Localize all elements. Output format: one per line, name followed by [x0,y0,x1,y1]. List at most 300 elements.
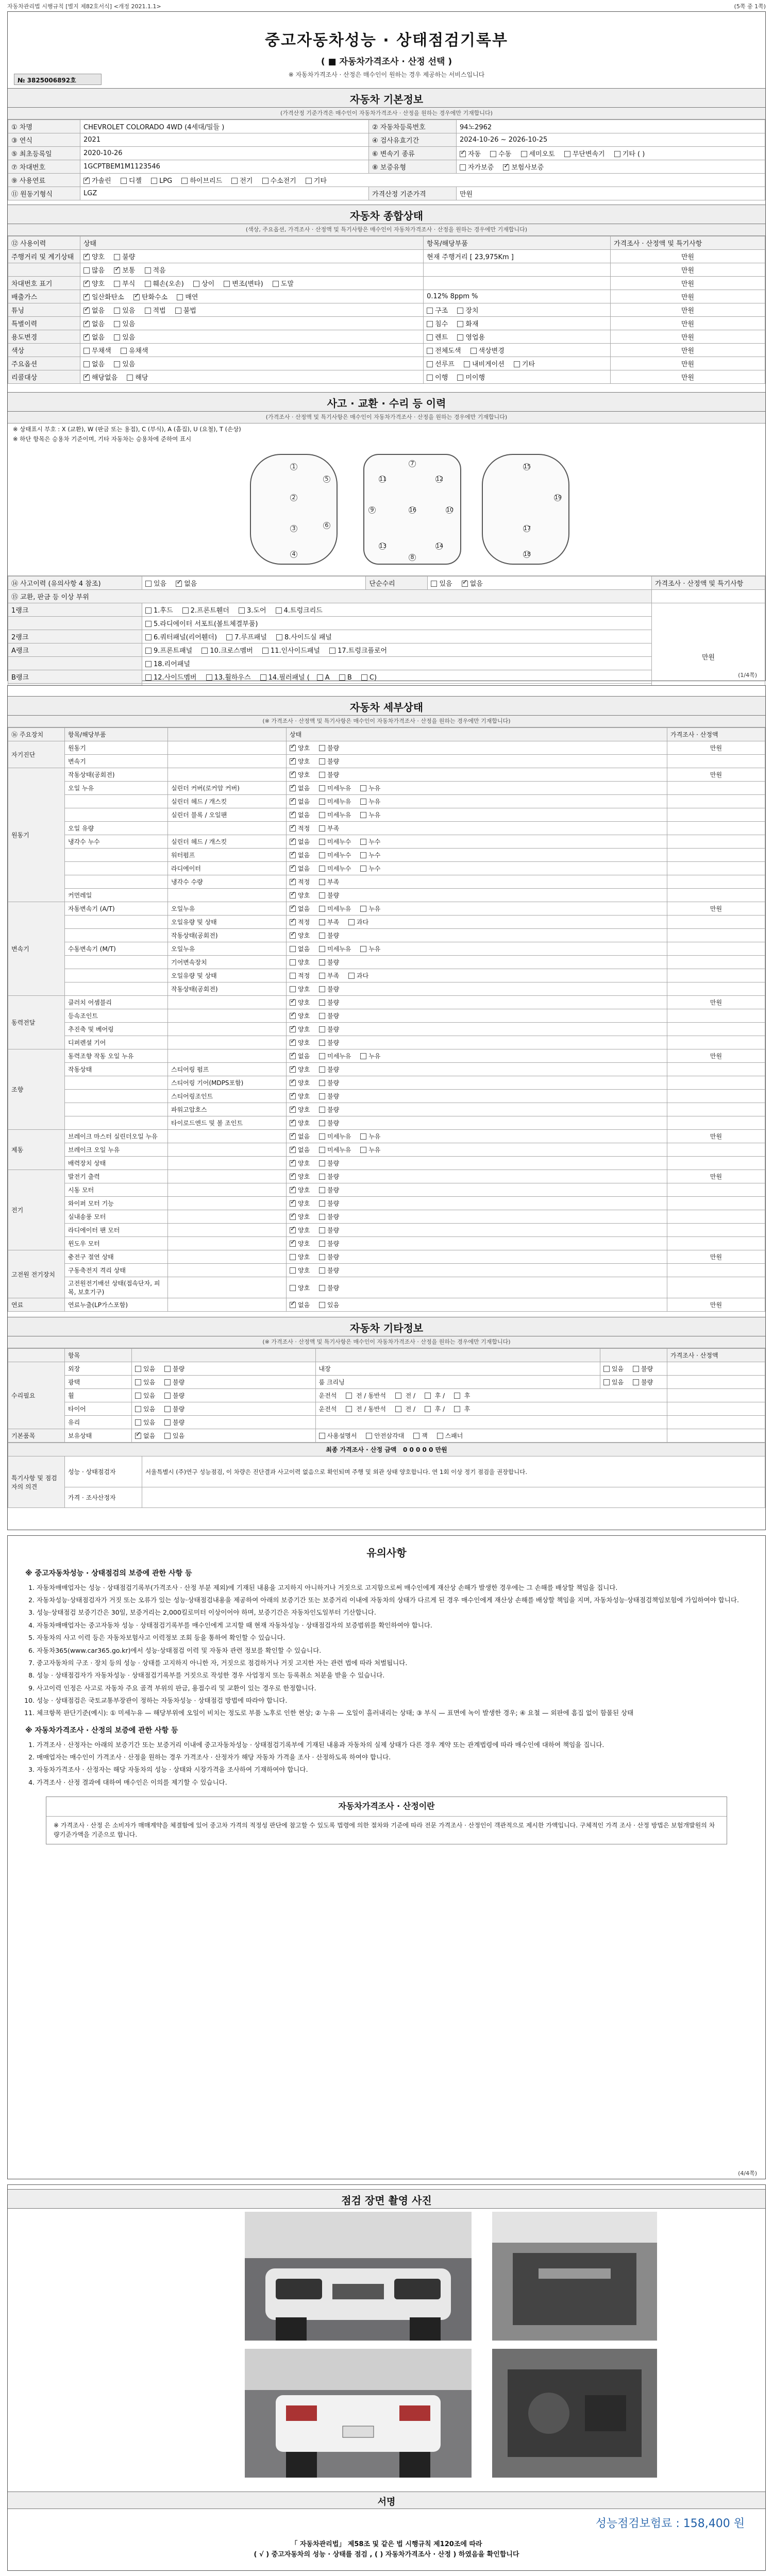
checkbox [260,674,266,681]
checkbox [319,919,325,925]
other-group: 수리필요 [8,1362,65,1429]
detail-subpart [168,1210,287,1224]
detail-group: 원동기 [8,768,65,902]
check-option: 미세누수 [319,865,353,872]
table-row [8,1429,765,1443]
diagram-part-number: 11 [379,476,386,482]
accident-price-blank [652,590,765,603]
check-option: 있음 [135,1392,157,1399]
check-option: 선루프 [427,361,457,368]
checkbox [290,745,296,751]
detail-part: 작동상태 [65,1063,168,1076]
check-option: 누수 [360,865,380,872]
final-price-label: 최종 가격조사 · 산정 금액 [326,1446,397,1453]
check-option: 양호 [290,959,312,966]
car-outline-front [250,454,338,565]
checkbox [395,1406,401,1412]
other-item-b [315,1416,667,1429]
page-3-footer: (4/4쪽) [738,2170,757,2177]
diagram-part-number: 16 [409,506,416,513]
detail-state [287,1076,667,1090]
table-row [8,147,765,160]
check-option: ✓ 없음 [83,307,107,315]
detail-state [287,768,667,782]
detail-price [667,1157,765,1170]
check-option: 불량 [164,1365,184,1372]
inspection-photo-rear [245,2349,472,2478]
detail-subpart [168,822,287,835]
checkbox [290,1302,296,1308]
checkbox [319,1147,325,1153]
diagram-part-number: 6 [323,522,330,529]
check-option: 1.후드 [145,607,175,615]
table-row [8,277,765,290]
detail-part [65,1076,168,1090]
detail-part [65,916,168,929]
diagram-part-number: 7 [409,460,416,467]
check-option: 불량 [319,1160,339,1167]
detail-subpart: 실린더 블록 / 오일팬 [168,808,287,822]
basic-value: LGZ [80,187,369,200]
table-row [8,956,765,969]
detail-part [65,795,168,808]
detail-part [65,808,168,822]
checkbox [290,852,296,858]
column-header: 가격조사 · 산정액 [667,728,765,741]
checkbox [360,866,366,872]
check-option: 12.사이드멤버 [145,674,199,682]
check-option: LPG [151,177,174,185]
table-row [8,657,765,670]
detail-price [667,1264,765,1277]
table-row [8,317,765,330]
checkbox [319,999,325,1006]
detail-state [287,1298,667,1312]
table-row [8,875,765,889]
other-note: (※ 가격조사 · 산정액 및 특기사항은 매수인이 자동차가격조사 · 산정을 원하는 경우에만 기재합니다) [8,1336,765,1348]
detail-price: 만원 [667,1170,765,1183]
check-option: 하이브리드 [181,177,224,185]
detail-subpart: 작동상태(공회전) [168,982,287,996]
detail-part: 발전기 출력 [65,1170,168,1183]
checkbox [603,1379,610,1385]
check-option: 전 / 동반석 [346,1405,388,1413]
check-option: ✓ 양호 [290,1079,312,1087]
detail-part [65,1090,168,1103]
rank-parts [142,603,652,617]
detail-state [287,982,667,996]
table-row [8,808,765,822]
accident-history-label: ⑭ 사고이력 (유의사항 4 참조) [8,577,142,590]
check-option: 구조 [427,307,450,315]
detail-part: 냉각수 누수 [65,835,168,849]
table-row [8,643,765,657]
other-item: 휠 [65,1389,132,1402]
checkbox [290,839,296,845]
checkbox [360,812,366,818]
checkbox [348,973,355,979]
notice-item: 8. 성능 · 상태점검자가 자동차성능 · 상태점검기록부를 거짓으로 작성한 경우 사업정지 또는 등록취소 처분을 받을 수 있습니다. [37,1670,748,1680]
diagram-part-number: 12 [436,476,443,482]
checkbox [290,959,296,965]
check-option: ✓ 해당없음 [83,374,120,382]
detail-price: 만원 [667,902,765,916]
check-option: 부식 [114,280,137,288]
detail-state [287,1009,667,1023]
checkbox [427,361,433,367]
checkbox [514,361,520,367]
check-option: 상이 [193,280,216,288]
checkbox [339,674,345,681]
check-option: 변조(변타) [224,280,265,288]
table-row [8,1250,765,1264]
detail-state [287,741,667,755]
table-row [8,120,765,133]
accident-note: (가격조사 · 산정액 및 특기사항은 매수인이 자동차가격조사 · 산정을 원하는 경우에만 기재합니다) [8,412,765,423]
table-row [8,929,765,942]
other-group: 기본품목 [8,1429,65,1443]
checkbox [135,1366,141,1372]
table-row [8,1210,765,1224]
detail-subpart [168,1143,287,1157]
checkbox [470,348,477,354]
checkbox [564,151,570,157]
diagram-part-number: 8 [409,554,416,561]
detail-part: 원동기 [65,741,168,755]
detail-state [287,822,667,835]
check-option: ✓ 양호 [83,280,107,288]
detail-price [667,1197,765,1210]
table-row [8,630,765,643]
checkbox [127,375,133,381]
check-option: 후 [454,1392,470,1399]
check-option: ✓ 양호 [290,1173,312,1180]
car-outline-rear [482,454,569,565]
check-option: 전기 [231,177,255,185]
check-option: ✓ 없음 [290,1301,312,1309]
check-option: 영업용 [457,334,485,342]
column-header: 가격조사 · 산정액 및 특기사항 [611,236,765,250]
checkbox [360,785,366,791]
checkbox [83,267,90,274]
detail-state [287,875,667,889]
detail-state [287,1036,667,1049]
check-option: 6.쿼터패널(리어휀더) [145,634,219,641]
column-header [132,1349,316,1362]
overall-price: 만원 [611,303,765,317]
check-option: 불량 [319,1066,339,1073]
rank-label: B랭크 [8,670,142,684]
basic-info-title: 자동차 기본정보 [8,88,765,108]
checkbox [319,1433,325,1439]
checkbox [319,892,325,899]
opinion-price-label: 가격 · 조사산정자 [65,1487,142,1508]
detail-group: 연료 [8,1298,65,1312]
table-row [8,1362,765,1376]
checkbox [348,919,355,925]
detail-group: 조향 [8,1049,65,1130]
overall-detail [424,277,611,290]
table-row [8,1170,765,1183]
other-title: 자동차 기타정보 [8,1317,765,1336]
checkbox [319,866,325,872]
diagram-part-number: 13 [379,543,386,549]
check-option: 2.프론트휀더 [182,607,231,615]
other-price [667,1429,765,1443]
overall-item: 주행거리 및 계기상태 [8,250,80,263]
diagram-part-number: 19 [554,494,562,501]
detail-note: (※ 가격조사 · 산정액 및 특기사항은 매수인이 자동차가격조사 · 산정을 원하는 경우에만 기재합니다) [8,716,765,727]
overall-detail [424,303,611,317]
check-option: 미세누유 [319,905,353,912]
detail-part: 연료누출(LP가스포함) [65,1298,168,1312]
detail-state [287,1116,667,1130]
checkbox [135,1393,141,1399]
overall-state [80,330,424,344]
detail-part: 추진축 및 베어링 [65,1023,168,1036]
overall-state [80,277,424,290]
table-row [8,1389,765,1402]
check-option: ✓ 양호 [83,253,107,261]
checkbox [193,281,199,287]
checkbox [290,1254,296,1260]
detail-state [287,1237,667,1250]
check-option: 훼손(오손) [145,280,187,288]
check-option: 불량 [319,1267,339,1274]
basic-value: 1GCPTBEM1M1123546 [80,160,369,174]
detail-part: 브레이크 마스터 실린더오일 누유 [65,1130,168,1143]
detail-state [287,1183,667,1197]
table-row [8,1049,765,1063]
detail-part [65,1116,168,1130]
table-row [8,303,765,317]
inspection-photo-engine [492,2349,657,2478]
accident-legend: ※ 상태표시 부호 : X (교환), W (판금 또는 용접), C (부식), A (흠집), U (요철), T (손상) [13,426,241,433]
page-counter: (5쪽 중 1쪽) [734,3,766,10]
check-option: B [339,674,354,682]
detail-part: 라디에이터 팬 모터 [65,1224,168,1237]
checkbox [290,946,296,952]
table-row [8,577,765,590]
check-option: ✓ 없음 [83,320,107,328]
check-option: 유채색 [121,347,148,355]
check-option: 불량 [319,959,339,966]
check-option: 적법 [145,307,168,315]
checkbox [319,1241,325,1247]
check-option: 부족 [319,825,339,832]
check-option: ✓ 없음 [135,1432,157,1439]
checkbox [427,321,433,327]
check-option: A [317,674,332,682]
overall-detail: 0.12% 8ppm % [424,290,611,303]
checkbox [319,1013,325,1019]
detail-part: 고전원전기배선 상태(접속단자, 피복, 보호기구) [65,1277,168,1298]
checkbox [329,648,335,654]
other-item: 타이어 [65,1402,132,1416]
reference-number: № 3825006892호 [14,74,102,85]
check-option: 불량 [319,1106,339,1113]
parts-header: ⑮ 교환, 판금 등 이상 부위 [8,590,652,603]
basic-value: 94노2962 [457,120,765,133]
check-option: 있음 [145,580,169,588]
check-option: 불량 [319,1079,339,1087]
check-option: 전 / 동반석 [346,1392,388,1399]
detail-state [287,849,667,862]
column-header: 항목/해당부품 [424,236,611,250]
price-assessment-box-title: 자동차가격조사 · 산정이란 [46,1797,727,1817]
basic-value: 만원 [457,187,765,200]
vehicle-diagram [8,445,765,576]
checkbox [114,267,120,274]
checkbox [145,674,152,681]
check-option: 불량 [319,1026,339,1033]
basic-value: 2020-10-26 [80,147,369,160]
document-subtitle: ( ■ 자동차가격조사 · 산정 선택 ) [321,57,452,67]
checkbox [319,1053,325,1059]
table-row [8,1376,765,1389]
table-row [8,160,765,174]
table-row [8,835,765,849]
overall-detail [424,357,611,370]
checkbox [262,178,268,184]
overall-item: 주요옵션 [8,357,80,370]
checkbox [319,946,325,952]
check-option: 불량 [319,1284,339,1292]
other-item: 광택 [65,1376,132,1389]
check-option: ✓ 없음 [290,865,312,872]
overall-state [80,290,424,303]
check-option: 불량 [319,986,339,993]
check-option: 미세누유 [319,1146,353,1154]
overall-title: 자동차 종합상태 [8,205,765,224]
detail-subpart: 실린더 커버(로커암 커버) [168,782,287,795]
detail-price [667,1224,765,1237]
checkbox [319,1267,325,1274]
check-option: 이행 [427,374,450,382]
basic-value: 2021 [80,133,369,147]
check-option: 불량 [319,1120,339,1127]
checkbox [319,1254,325,1260]
check-option: 9.프론트패널 [145,647,194,655]
checkbox [360,839,366,845]
checkbox [395,1393,401,1399]
overall-item: 특별이력 [8,317,80,330]
table-row [8,1157,765,1170]
check-option: ✓없음 [176,580,197,588]
basic-label: ⑥ 변속기 종류 [369,147,457,160]
checkbox [290,1066,296,1073]
checkbox [413,1433,419,1439]
check-option: ✓ 일산화탄소 [83,294,126,301]
check-option: 디젤 [121,177,144,185]
checkbox [177,294,183,300]
basic-label: ① 차명 [8,120,80,133]
table-row [8,969,765,982]
check-option: ✓ 없음 [83,334,107,342]
check-option: 불량 [319,1253,339,1261]
detail-state [287,1277,667,1298]
check-option: 미세누수 [319,852,353,859]
checkbox [290,1120,296,1126]
detail-price [667,1036,765,1049]
diagram-part-number: 1 [290,463,297,470]
check-option: ✓보통 [114,267,137,275]
detail-group: 변속기 [8,902,65,996]
checkbox [135,1379,141,1385]
table-row [8,330,765,344]
check-option: 부족 [319,972,341,979]
checkbox [360,1133,366,1140]
check-option: 누유 [360,1133,380,1140]
check-option: ✓ 없음 [290,852,312,859]
checkbox [319,1227,325,1233]
check-option: 4.트렁크리드 [276,607,323,615]
detail-state [287,1130,667,1143]
checkbox [319,825,325,832]
checkbox [83,321,90,327]
checkbox [206,674,212,681]
price-assessment-box-text: ※ 가격조사 · 산정 은 소비자가 매매계약을 체결함에 있어 중고차 가격의 적정성 판단에 참고할 수 있도록 법령에 의한 절차와 기준에 따라 전문 가격조사 · 산정인이 객관적으로 제시한 가액입니다. 구체적인 가격 조사 · 산정 방법은 보험개발원의 차량기준가액을 기준으로 합니다. [54,1821,715,1839]
simple-repair-value [428,577,652,590]
checkbox [425,1406,431,1412]
checkbox [319,879,325,885]
basic-label: ⑨ 사용연료 [8,174,80,187]
detail-subpart: 실린더 헤드 / 개스킷 [168,835,287,849]
detail-part [65,1103,168,1116]
detail-subpart [168,1183,287,1197]
checkbox [290,785,296,791]
detail-part: 충전구 절연 상태 [65,1250,168,1264]
overall-price: 만원 [611,290,765,303]
checkbox [145,581,152,587]
overall-state [80,263,424,277]
checkbox [83,254,90,260]
detail-subpart [168,1049,287,1063]
table-row [8,174,765,187]
check-option: ✓ 양호 [290,1240,312,1247]
overall-section [8,205,765,384]
detail-group: 자기진단 [8,741,65,768]
checkbox [633,1366,639,1372]
rank-parts [142,630,652,643]
check-option: 미이행 [457,374,485,382]
checkbox [346,1406,352,1412]
detail-subpart: 실린더 헤드 / 개스킷 [168,795,287,808]
column-header [600,1349,667,1362]
checkbox [290,879,296,885]
detail-subpart: 오일유량 및 상태 [168,916,287,929]
check-option: 있음 [431,580,454,588]
basic-label: ⑪ 원동기형식 [8,187,80,200]
diagram-part-number: 10 [446,506,453,513]
table-row [8,1277,765,1298]
diagram-part-number: 9 [368,506,376,514]
check-option: 불량 [319,1093,339,1100]
detail-subpart [168,1036,287,1049]
check-option: 적음 [145,267,166,275]
notice-item: 3. 성능·상태점검 보증기간은 30일, 보증거리는 2,000킬로미터 이상이어야 하며, 보증기간은 자동차인도일부터 기산합니다. [37,1607,748,1617]
other-table [8,1348,765,1443]
notice-item: 3. 자동차가격조사 · 산정자는 해당 자동차의 성능 · 상태와 시장가격을 조사하여 기재하여야 합니다. [37,1765,748,1774]
notice-item: 2. 매매업자는 매수인이 가격조사 · 산정을 원하는 경우 가격조사 · 산정자가 해당 자동차 가격을 조사 · 산정하도록 하여야 합니다. [37,1752,748,1762]
checkbox [176,581,182,587]
check-option: ✓ 없음 [290,1053,312,1060]
checkbox [366,1433,372,1439]
check-option: 불량 [319,1240,339,1247]
detail-part: 윈도우 모터 [65,1237,168,1250]
check-option: 8.사이드실 패널 [276,634,332,641]
sign-title: 서명 [8,2492,765,2509]
